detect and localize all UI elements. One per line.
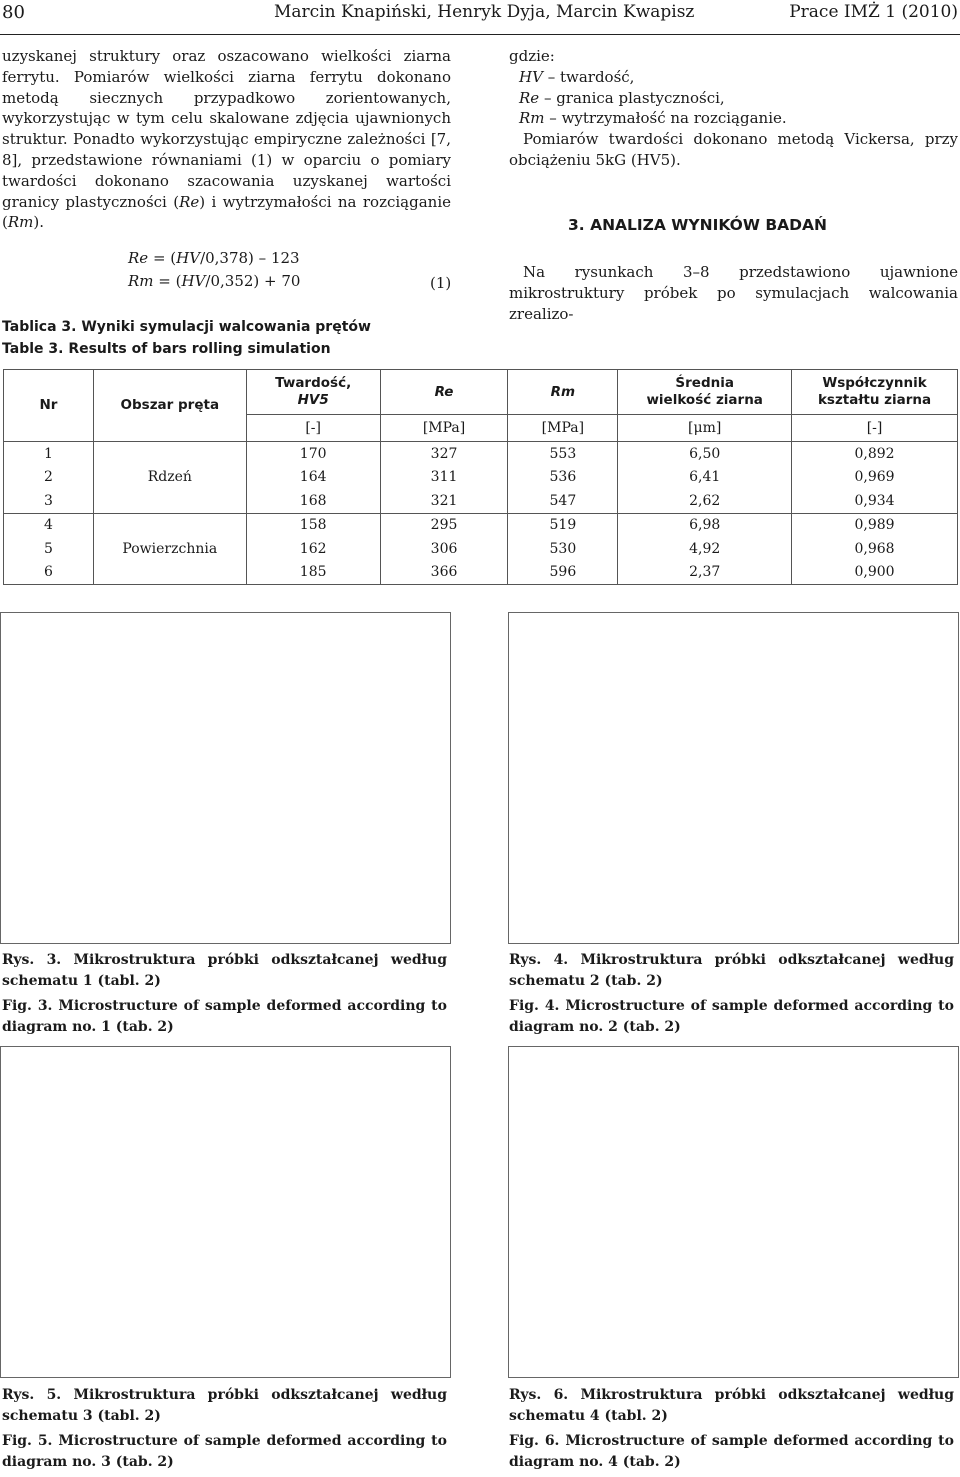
figure-3-caption bbox=[2, 950, 447, 1042]
cell-rm: 519 bbox=[508, 513, 618, 537]
table-row bbox=[4, 513, 958, 537]
section-text-block bbox=[509, 262, 958, 324]
caption-en: Fig. 6. Microstructure of sample deformed according to diagram no. 4 (tab. 2) bbox=[509, 1433, 954, 1470]
cell-re: 311 bbox=[380, 466, 508, 490]
caption-pl: Rys. 3. Mikrostruktura próbki odkształcanej według schematu 1 (tabl. 2) bbox=[2, 952, 447, 989]
eq-rest: /0,378) – 123 bbox=[200, 249, 300, 267]
figure-6-caption bbox=[509, 1385, 954, 1477]
unit-rm: [MPa] bbox=[508, 415, 618, 442]
text-run: ) i wytrzymałości na rozciąganie ( bbox=[2, 192, 451, 232]
page-number: 80 bbox=[2, 2, 25, 23]
cell-grain: 4,92 bbox=[618, 537, 792, 561]
unit-hv: [-] bbox=[246, 415, 380, 442]
gdzie-label: gdzie: bbox=[509, 47, 555, 65]
cell-re: 327 bbox=[380, 442, 508, 466]
header-re: Re bbox=[380, 370, 508, 415]
cell-nr: 4 bbox=[4, 513, 94, 537]
eq-op: = ( bbox=[148, 249, 177, 267]
header-line: wielkość ziarna bbox=[646, 392, 763, 408]
results-table bbox=[3, 369, 958, 585]
header-shape-factor bbox=[792, 370, 958, 415]
figure-5-caption bbox=[2, 1385, 447, 1477]
header-line: Twardość, bbox=[275, 375, 352, 391]
right-column bbox=[509, 46, 958, 171]
equation-rm bbox=[128, 272, 300, 290]
cell-rm: 536 bbox=[508, 466, 618, 490]
table-caption-pl: Tablica 3. Wyniki symulacji walcowania prętów bbox=[2, 319, 371, 335]
cell-re: 306 bbox=[380, 537, 508, 561]
cell-group-rdzen: Rdzeń bbox=[93, 442, 246, 514]
cell-re: 295 bbox=[380, 513, 508, 537]
caption-en: Fig. 3. Microstructure of sample deformed according to diagram no. 1 (tab. 2) bbox=[2, 998, 447, 1035]
cell-hv: 168 bbox=[246, 489, 380, 513]
cell-rm: 553 bbox=[508, 442, 618, 466]
eq-lhs: Rm bbox=[128, 272, 154, 290]
caption-en: Fig. 5. Microstructure of sample deformed according to diagram no. 3 (tab. 2) bbox=[2, 1433, 447, 1470]
cell-group-powierzchnia: Powierzchnia bbox=[93, 513, 246, 585]
eq-op: = ( bbox=[153, 272, 182, 290]
def-rm bbox=[509, 108, 958, 129]
cell-grain: 2,62 bbox=[618, 489, 792, 513]
eq-var: HV bbox=[176, 249, 201, 267]
table-caption-en: Table 3. Results of bars rolling simulation bbox=[2, 341, 331, 357]
def-text: – granica plastyczności, bbox=[539, 88, 725, 107]
figure-3-image bbox=[0, 612, 451, 944]
header-line: Średnia bbox=[675, 375, 734, 391]
caption-pl: Rys. 5. Mikrostruktura próbki odkształcanej według schematu 3 (tabl. 2) bbox=[2, 1387, 447, 1424]
table-row bbox=[4, 442, 958, 466]
cell-hv: 158 bbox=[246, 513, 380, 537]
caption-pl: Rys. 4. Mikrostruktura próbki odkształcanej według schematu 2 (tab. 2) bbox=[509, 952, 954, 989]
cell-rm: 547 bbox=[508, 489, 618, 513]
header-line: HV5 bbox=[297, 392, 329, 408]
def-symbol: HV bbox=[519, 67, 543, 86]
header-line: Współczynnik bbox=[822, 375, 927, 391]
cell-hv: 185 bbox=[246, 561, 380, 585]
page-header bbox=[0, 0, 960, 35]
figure-5-image bbox=[0, 1046, 451, 1378]
cell-shape: 0,989 bbox=[792, 513, 958, 537]
header-authors: Marcin Knapiński, Henryk Dyja, Marcin Kwapisz bbox=[274, 2, 695, 22]
cell-hv: 170 bbox=[246, 442, 380, 466]
header-grain-size bbox=[618, 370, 792, 415]
cell-nr: 2 bbox=[4, 466, 94, 490]
cell-nr: 3 bbox=[4, 489, 94, 513]
cell-re: 321 bbox=[380, 489, 508, 513]
unit-grain: [μm] bbox=[618, 415, 792, 442]
cell-grain: 2,37 bbox=[618, 561, 792, 585]
unit-re: [MPa] bbox=[380, 415, 508, 442]
cell-nr: 1 bbox=[4, 442, 94, 466]
cell-shape: 0,969 bbox=[792, 466, 958, 490]
symbol-rm: Rm bbox=[7, 213, 34, 232]
def-hv bbox=[509, 67, 958, 88]
header-obszar: Obszar pręta bbox=[93, 370, 246, 442]
cell-shape: 0,968 bbox=[792, 537, 958, 561]
cell-grain: 6,41 bbox=[618, 466, 792, 490]
hardness-paragraph: Pomiarów twardości dokonano metodą Vickersa, przy obciążeniu 5kG (HV5). bbox=[509, 130, 958, 169]
text-run: ). bbox=[33, 213, 45, 232]
section-title: 3. ANALIZA WYNIKÓW BADAŃ bbox=[568, 216, 827, 234]
cell-hv: 164 bbox=[246, 466, 380, 490]
symbol-re: Re bbox=[179, 192, 200, 211]
unit-shape: [-] bbox=[792, 415, 958, 442]
section-paragraph: Na rysunkach 3–8 przedstawiono ujawnione mikrostruktury próbek po symulacjach walcowania zrealizo- bbox=[509, 263, 958, 323]
cell-grain: 6,98 bbox=[618, 513, 792, 537]
equation-number: (1) bbox=[430, 274, 452, 292]
cell-rm: 596 bbox=[508, 561, 618, 585]
cell-grain: 6,50 bbox=[618, 442, 792, 466]
cell-shape: 0,934 bbox=[792, 489, 958, 513]
caption-en: Fig. 4. Microstructure of sample deformed according to diagram no. 2 (tab. 2) bbox=[509, 998, 954, 1035]
def-text: – wytrzymałość na rozciąganie. bbox=[544, 109, 787, 128]
eq-lhs: Re bbox=[128, 249, 149, 267]
header-nr: Nr bbox=[4, 370, 94, 442]
cell-shape: 0,892 bbox=[792, 442, 958, 466]
header-hardness bbox=[246, 370, 380, 415]
text-run: uzyskanej struktury oraz oszacowano wielkości ziarna ferrytu. Pomiarów wielkości ziarna ferrytu dokonano metodą siecznych przypadkowo zorientowanych, wykorzystując w tym celu skalowane zdjęcia ujawnionych struktur. Ponadto wykorzystując empiryczne zależności [7, 8], przedstawione równaniami (1) w oparciu o pomiary twardości dokonano szacowania uzyskanej wartości granicy plastyczności ( bbox=[2, 47, 451, 211]
body-paragraph bbox=[2, 46, 451, 233]
cell-nr: 5 bbox=[4, 537, 94, 561]
figure-6-image bbox=[508, 1046, 959, 1378]
def-re bbox=[509, 88, 958, 109]
figure-4-caption bbox=[509, 950, 954, 1042]
def-symbol: Rm bbox=[519, 109, 545, 128]
cell-nr: 6 bbox=[4, 561, 94, 585]
header-rm: Rm bbox=[508, 370, 618, 415]
cell-shape: 0,900 bbox=[792, 561, 958, 585]
caption-pl: Rys. 6. Mikrostruktura próbki odkształcanej według schematu 4 (tabl. 2) bbox=[509, 1387, 954, 1424]
header-line: kształtu ziarna bbox=[817, 392, 932, 408]
cell-hv: 162 bbox=[246, 537, 380, 561]
left-column bbox=[2, 46, 451, 233]
header-publication: Prace IMŻ 1 (2010) bbox=[789, 2, 958, 22]
def-text: – twardość, bbox=[542, 67, 635, 86]
eq-var: HV bbox=[181, 272, 206, 290]
cell-re: 366 bbox=[380, 561, 508, 585]
figure-4-image bbox=[508, 612, 959, 944]
def-symbol: Re bbox=[519, 88, 540, 107]
equation-re bbox=[128, 249, 300, 267]
eq-rest: /0,352) + 70 bbox=[205, 272, 301, 290]
cell-rm: 530 bbox=[508, 537, 618, 561]
